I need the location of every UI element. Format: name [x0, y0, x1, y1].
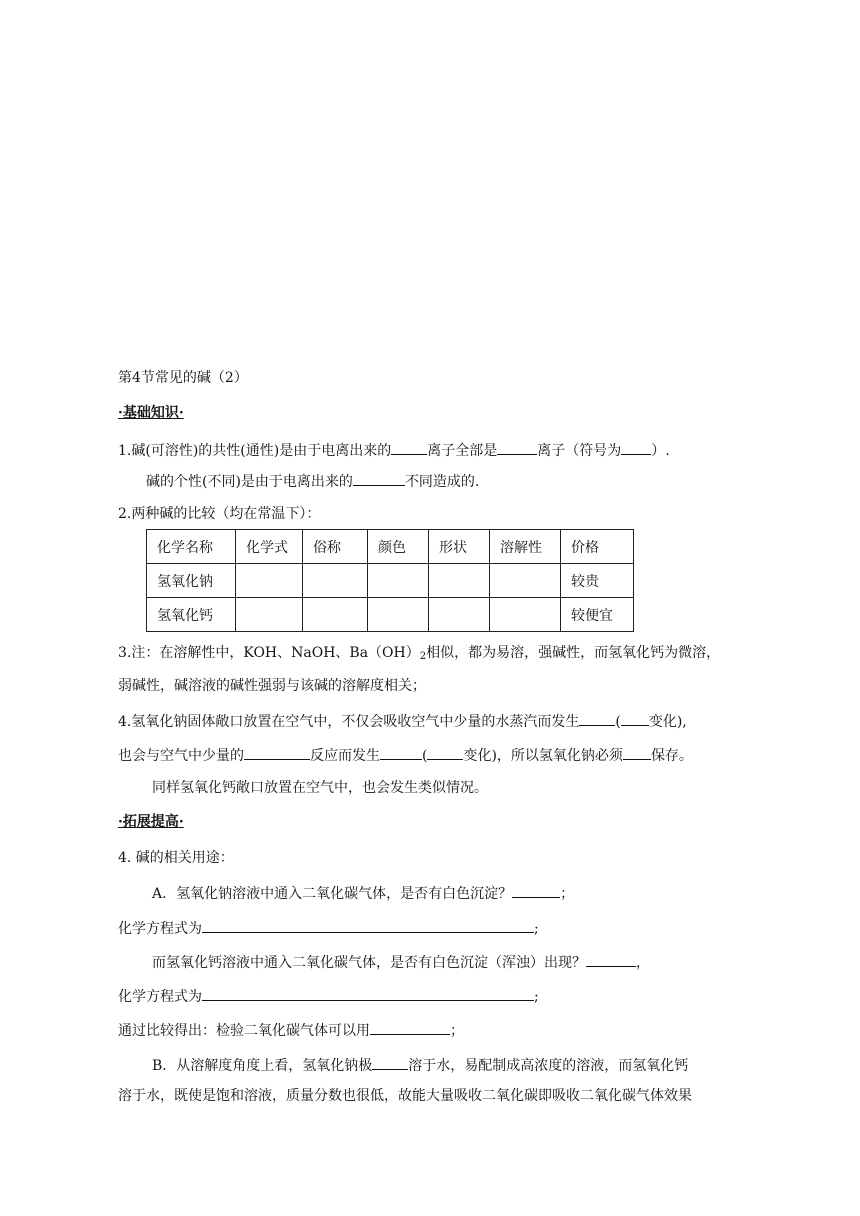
table-cell[interactable] — [490, 598, 561, 632]
q4-text-5: 反应而发生 — [310, 748, 380, 764]
q1-text-2: 离子全部是 — [427, 443, 498, 459]
header-cell: 形状 — [429, 530, 490, 564]
question-5-B-line-2: 溶于水，既使是饱和溶液，质量分数也很低，故能大量吸收二氧化碳即吸收二氧化碳气体效果 — [118, 1088, 692, 1104]
blank-equation-1[interactable] — [202, 917, 534, 933]
q5-text-6: ； — [450, 1023, 464, 1039]
blank-q5-3[interactable] — [370, 1019, 450, 1035]
q4-text-2: ( — [615, 714, 621, 730]
q1-text-6: 不同造成的. — [404, 474, 480, 490]
header-cell: 俗称 — [303, 530, 368, 564]
table-cell[interactable] — [429, 564, 490, 598]
q5-text-3: 而氢氧化钙溶液中通入二氧化碳气体，是否有白色沉淀（浑浊）出现？ — [152, 955, 586, 971]
q1-text-5: 碱的个性(不同)是由于电离出来的 — [146, 474, 353, 490]
question-3-line-1 — [118, 643, 720, 667]
blank-q4-1[interactable] — [579, 710, 615, 726]
equation-line-1 — [118, 917, 539, 939]
section-heading-basic-knowledge: ·基础知识· — [118, 405, 184, 421]
q1-text-3: 离子（符号为 — [537, 443, 622, 459]
comparison-conclusion — [118, 1019, 464, 1041]
blank-q1-1[interactable] — [391, 439, 427, 455]
blank-equation-2[interactable] — [202, 985, 534, 1001]
blank-q4-2[interactable] — [621, 710, 649, 726]
q5-text-8: 溶于水，易配制成高浓度的溶液，而氢氧化钙 — [408, 1058, 689, 1074]
question-4-line-1 — [118, 710, 687, 732]
section-heading-extension: ·拓展提高· — [118, 814, 184, 830]
question-5-A-line-2 — [152, 951, 650, 973]
q4-text-6: ( — [422, 748, 428, 764]
question-4-line-2 — [118, 744, 693, 766]
blank-q1-4[interactable] — [353, 470, 405, 486]
blank-q4-5[interactable] — [427, 744, 463, 760]
table-cell[interactable] — [368, 598, 429, 632]
equation-end: ; — [534, 989, 539, 1005]
question-2: 2.两种碱的比较（均在常温下）： — [118, 506, 321, 522]
q5-text-5: 通过比较得出：检验二氧化碳气体可以用 — [118, 1023, 370, 1039]
equation-line-2 — [118, 985, 539, 1007]
table-cell[interactable] — [490, 564, 561, 598]
blank-q1-3[interactable] — [621, 439, 651, 455]
header-cell: 溶解性 — [490, 530, 561, 564]
comparison-table — [146, 529, 634, 632]
table-cell: 氢氧化钙 — [147, 598, 236, 632]
blank-q4-4[interactable] — [380, 744, 422, 760]
blank-q5-4[interactable] — [372, 1054, 408, 1070]
q4-text-7: 变化)，所以氢氧化钠必须 — [463, 748, 623, 764]
q5-text-1: A．氢氧化钠溶液中通入二氧化碳气体，是否有白色沉淀？ — [152, 886, 513, 902]
header-cell: 价格 — [561, 530, 634, 564]
q3-text-1: 3.注：在溶解性中，KOH、NaOH、Ba（OH） — [118, 645, 420, 661]
table-cell[interactable] — [236, 598, 303, 632]
question-5-title: 4. 碱的相关用途： — [118, 850, 234, 866]
question-1-line-2 — [146, 470, 479, 492]
equation-end: ; — [534, 921, 539, 937]
q1-text-4: ）. — [651, 443, 670, 459]
blank-q4-6[interactable] — [623, 744, 651, 760]
table-cell[interactable] — [236, 564, 303, 598]
table-row — [147, 598, 634, 632]
blank-q5-1[interactable] — [512, 882, 560, 898]
header-cell: 化学式 — [236, 530, 303, 564]
table-cell: 氢氧化钠 — [147, 564, 236, 598]
table-cell[interactable] — [429, 598, 490, 632]
q5-text-7: B．从溶解度角度上看，氢氧化钠极 — [152, 1058, 373, 1074]
table-cell[interactable] — [368, 564, 429, 598]
page-title: 第4节常见的碱（2） — [118, 370, 248, 386]
q4-text-3: 变化), — [648, 714, 687, 730]
q5-text-2: ； — [560, 886, 575, 902]
question-5-A-line-1 — [152, 882, 574, 904]
q4-text-1: 4.氢氧化钠固体敞口放置在空气中，不仅会吸收空气中少量的水蒸汽而发生 — [118, 714, 580, 730]
blank-q1-2[interactable] — [497, 439, 537, 455]
header-cell: 化学名称 — [147, 530, 236, 564]
blank-q5-2[interactable] — [586, 951, 636, 967]
q3-text-2: 相似，都为易溶，强碱性，而氢氧化钙为微溶， — [426, 645, 721, 661]
question-4-line-3: 同样氢氧化钙敞口放置在空气中，也会发生类似情况。 — [152, 780, 488, 796]
q1-text-1: 1.碱(可溶性)的共性(通性)是由于电离出来的 — [118, 443, 392, 459]
q4-text-4: 也会与空气中少量的 — [118, 748, 244, 764]
question-3-line-2: 弱碱性，碱溶液的碱性强弱与该碱的溶解度相关； — [118, 678, 426, 694]
table-header-row — [147, 530, 634, 564]
header-cell: 颜色 — [368, 530, 429, 564]
q4-text-8: 保存。 — [650, 748, 693, 764]
table-cell: 较贵 — [561, 564, 634, 598]
table-cell[interactable] — [303, 598, 368, 632]
table-row — [147, 564, 634, 598]
table-cell[interactable] — [303, 564, 368, 598]
q5-text-4: ， — [636, 955, 650, 971]
question-5-B-line-1 — [152, 1054, 688, 1076]
equation-label: 化学方程式为 — [118, 989, 202, 1005]
q3-subscript: 2 — [419, 651, 427, 662]
equation-label: 化学方程式为 — [118, 921, 202, 937]
question-1-line-1 — [118, 439, 670, 461]
blank-q4-3[interactable] — [244, 744, 310, 760]
table-cell: 较便宜 — [561, 598, 634, 632]
